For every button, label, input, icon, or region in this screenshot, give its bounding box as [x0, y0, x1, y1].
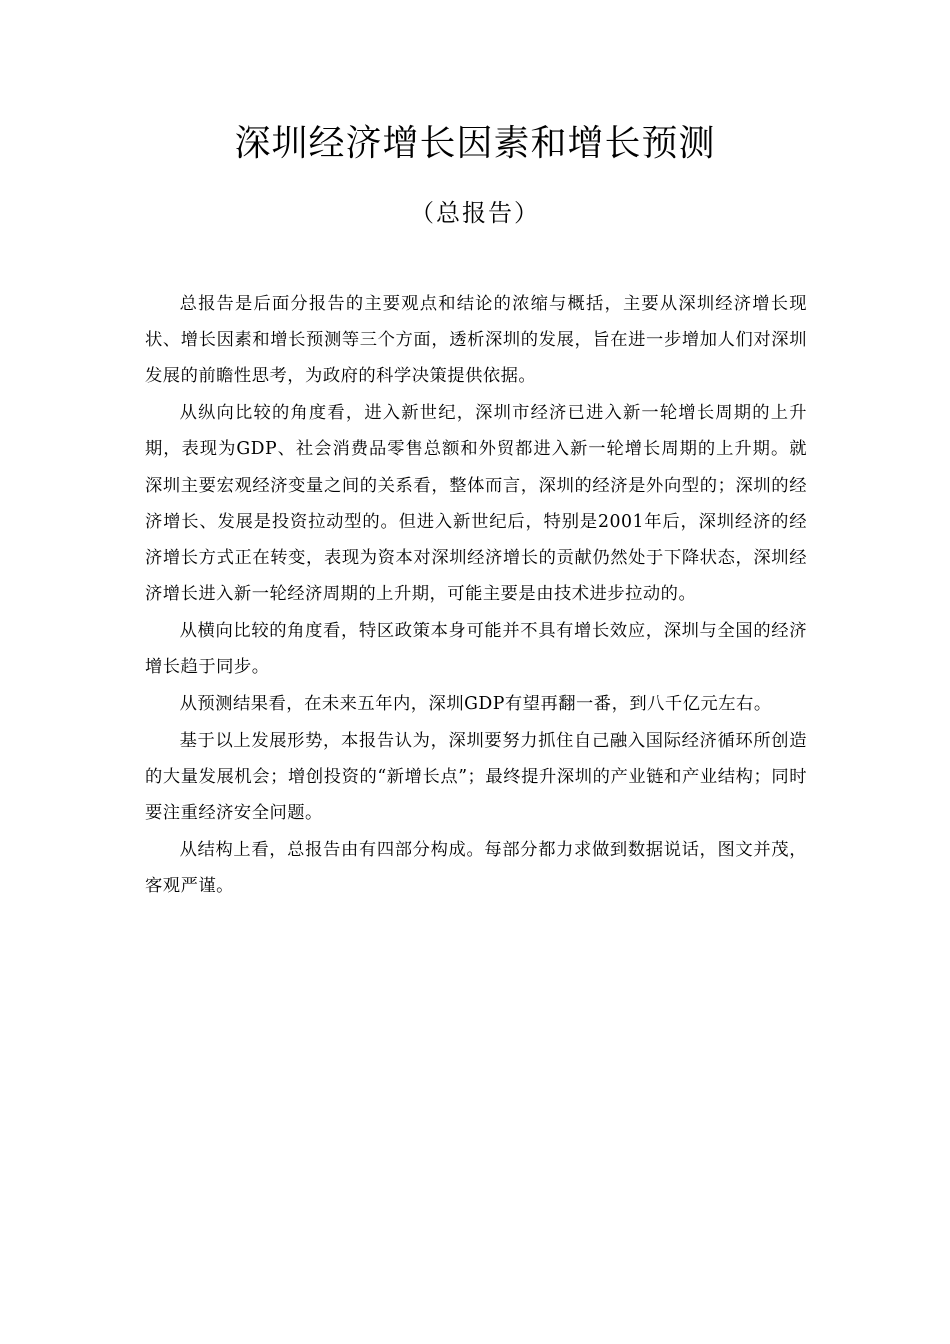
paragraph-3: 从横向比较的角度看，特区政策本身可能并不具有增长效应，深圳与全国的经济增长趋于同步。: [145, 621, 807, 678]
paragraph-6: 从结构上看，总报告由有四部分构成。每部分都力求做到数据说话，图文并茂，客观严谨。: [145, 840, 807, 897]
paragraph-4: 从预测结果看，在未来五年内，深圳GDP有望再翻一番，到八千亿元左右。: [179, 694, 772, 715]
document-subtitle: （总报告）: [410, 199, 540, 227]
paragraph-5: 基于以上发展形势，本报告认为，深圳要努力抓住自己融入国际经济循环所创造的大量发展机会；增创投资的“新增长点”；最终提升深圳的产业链和产业结构；同时要注重经济安全问题。: [145, 730, 807, 824]
document-body: [145, 286, 807, 905]
paragraph-1: 总报告是后面分报告的主要观点和结论的浓缩与概括，主要从深圳经济增长现状、增长因素和增长预测等三个方面，透析深圳的发展，旨在进一步增加人们对深圳发展的前瞻性思考，为政府的科学决策提供依据。: [145, 294, 807, 387]
paragraph-2: 从纵向比较的角度看，进入新世纪，深圳市经济已进入新一轮增长周期的上升期，表现为GDP、社会消费品零售总额和外贸都进入新一轮增长周期的上升期。就深圳主要宏观经济变量之间的关系看，整体而言，深圳的经济是外向型的；深圳的经济增长、发展是投资拉动型的。但进入新世纪后，特别是2001年后，深圳经济的经济增长方式正在转变，表现为资本对深圳经济增长的贡献仍然处于下降状态，深圳经济增长进入新一轮经济周期的上升期，可能主要是由技术进步拉动的。: [145, 403, 807, 605]
document-title: 深圳经济增长因素和增长预测: [234, 123, 716, 164]
